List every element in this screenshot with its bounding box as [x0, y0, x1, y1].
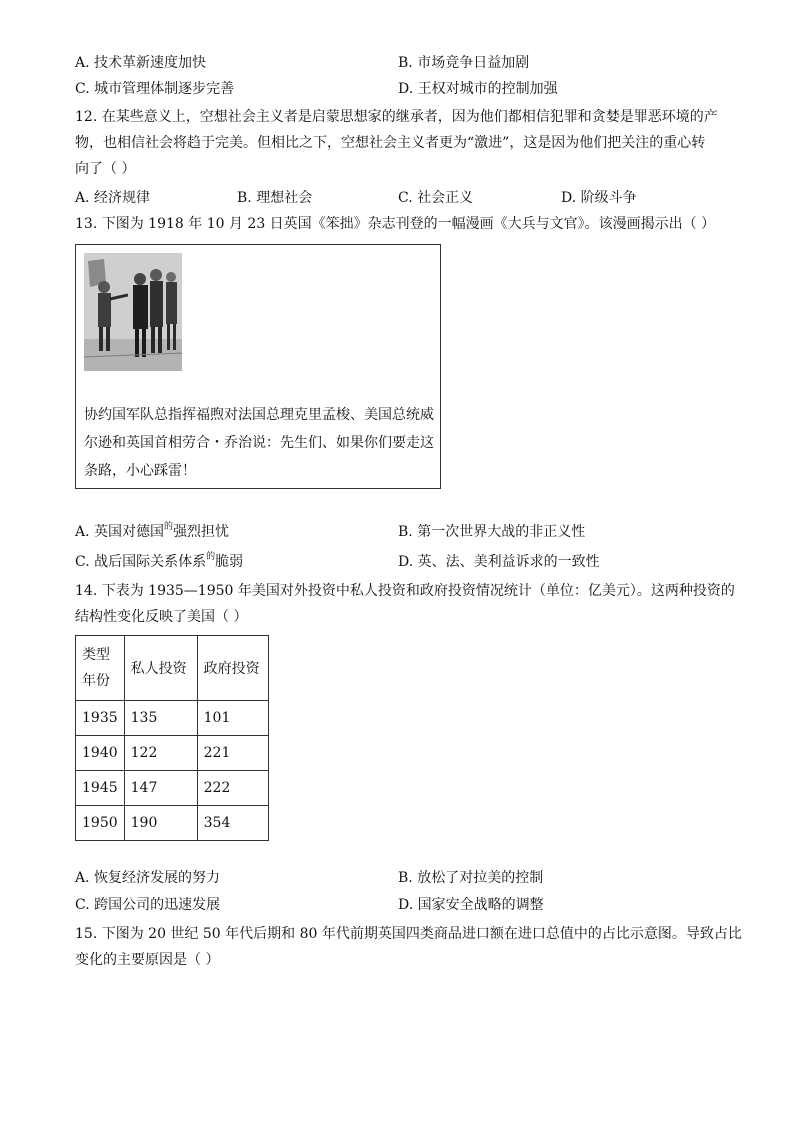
table-row: [76, 701, 269, 736]
cell-private: 147: [124, 771, 197, 806]
q11-option-d[interactable]: D. 王权对城市的控制加强: [398, 81, 558, 97]
q13-option-a[interactable]: [75, 522, 229, 544]
q14-option-a[interactable]: A. 恢复经济发展的努力: [75, 870, 221, 886]
header-year: 年份: [82, 673, 110, 689]
q12-option-a[interactable]: A. 经济规律: [75, 190, 151, 206]
header-government: 政府投资: [197, 636, 268, 701]
q13-option-d[interactable]: D. 英、法、美利益诉求的一致性: [398, 554, 600, 570]
q13-stem: 13. 下图为 1918 年 10 月 23 日英国《笨拙》杂志刊登的一幅漫画《大兵与文官》。该漫画揭示出（ ）: [75, 216, 716, 232]
q11-option-b[interactable]: B. 市场竞争日益加剧: [398, 55, 530, 71]
q14-option-c[interactable]: C. 跨国公司的迅速发展: [75, 897, 221, 913]
caption-line: 协约国军队总指挥福煦对法国总理克里孟梭、美国总统威: [84, 407, 434, 423]
q13-option-a-text-end: 强烈担忧: [173, 524, 230, 540]
q13-option-c-text: C. 战后国际关系体系: [75, 554, 207, 570]
q14-stem-line: 14. 下表为 1935—1950 年美国对外投资中私人投资和政府投资情况统计（单位：亿美元）。这两种投资的: [75, 583, 735, 599]
q12-stem-line: 物，也相信社会将趋于完美。但相比之下，空想社会主义者更为“激进”，这是因为他们把关注的重心转: [75, 135, 706, 151]
cell-private: 135: [124, 701, 197, 736]
header-diagonal-cell: [76, 636, 125, 701]
header-type: 类型: [82, 647, 110, 663]
table-header-row: [76, 636, 269, 701]
table-row: [76, 806, 269, 841]
cell-private: 122: [124, 736, 197, 771]
q12-option-c[interactable]: C. 社会正义: [398, 190, 474, 206]
q11-option-c[interactable]: C. 城市管理体制逐步完善: [75, 81, 235, 97]
q13-option-a-sup: 的: [164, 522, 174, 532]
cell-year: 1940: [76, 736, 125, 771]
q13-option-c[interactable]: [75, 552, 243, 574]
q14-options-row1: [75, 868, 735, 888]
cell-government: 222: [197, 771, 268, 806]
q13-option-b[interactable]: B. 第一次世界大战的非正义性: [398, 524, 586, 540]
q15-stem: [75, 921, 742, 973]
q15-stem-line: 变化的主要原因是（ ）: [75, 952, 220, 968]
cell-year: 1950: [76, 806, 125, 841]
q12-stem: [75, 104, 725, 182]
q13-option-c-text-end: 脆弱: [215, 554, 244, 570]
cell-private: 190: [124, 806, 197, 841]
q11-option-a[interactable]: A. 技术革新速度加快: [75, 55, 207, 71]
cell-government: 101: [197, 701, 268, 736]
cartoon-image: [84, 253, 182, 371]
cell-year: 1945: [76, 771, 125, 806]
q15-stem-line: 15. 下图为 20 世纪 50 年代后期和 80 年代前期英国四类商品进口额在进口总值中的占比示意图。导致占比: [75, 926, 742, 942]
header-private: 私人投资: [124, 636, 197, 701]
q14-stem-line: 结构性变化反映了美国（ ）: [75, 609, 248, 625]
investment-table: [75, 635, 269, 841]
cell-government: 354: [197, 806, 268, 841]
q14-options-row2: [75, 895, 735, 915]
cell-government: 221: [197, 736, 268, 771]
q13-option-a-text: A. 英国对德国: [75, 524, 165, 540]
q14-option-b[interactable]: B. 放松了对拉美的控制: [398, 870, 544, 886]
q13-option-c-sup: 的: [206, 552, 216, 562]
caption-line: 尔逊和英国首相劳合・乔治说：先生们、如果你们要走这: [84, 435, 434, 451]
q12-stem-line: 12. 在某些意义上，空想社会主义者是启蒙思想家的继承者，因为他们都相信犯罪和贪婪是罪恶环境的产: [75, 109, 718, 125]
cartoon-figure: [75, 244, 441, 489]
cartoon-caption: [84, 401, 434, 485]
table-row: [76, 771, 269, 806]
caption-line: 条路，小心踩雷！: [84, 463, 196, 479]
q12-option-b[interactable]: B. 理想社会: [237, 190, 313, 206]
table-row: [76, 736, 269, 771]
cell-year: 1935: [76, 701, 125, 736]
q11-options-row1: [75, 53, 735, 73]
q13-options-row2: [75, 552, 735, 572]
q11-options-row2: [75, 79, 735, 99]
q13-options-row1: [75, 522, 735, 542]
q12-stem-line: 向了（ ）: [75, 161, 136, 177]
q14-option-d[interactable]: D. 国家安全战略的调整: [398, 897, 544, 913]
q14-stem: [75, 578, 735, 630]
q12-options-row: [75, 188, 735, 208]
q12-option-d[interactable]: D. 阶级斗争: [561, 190, 637, 206]
